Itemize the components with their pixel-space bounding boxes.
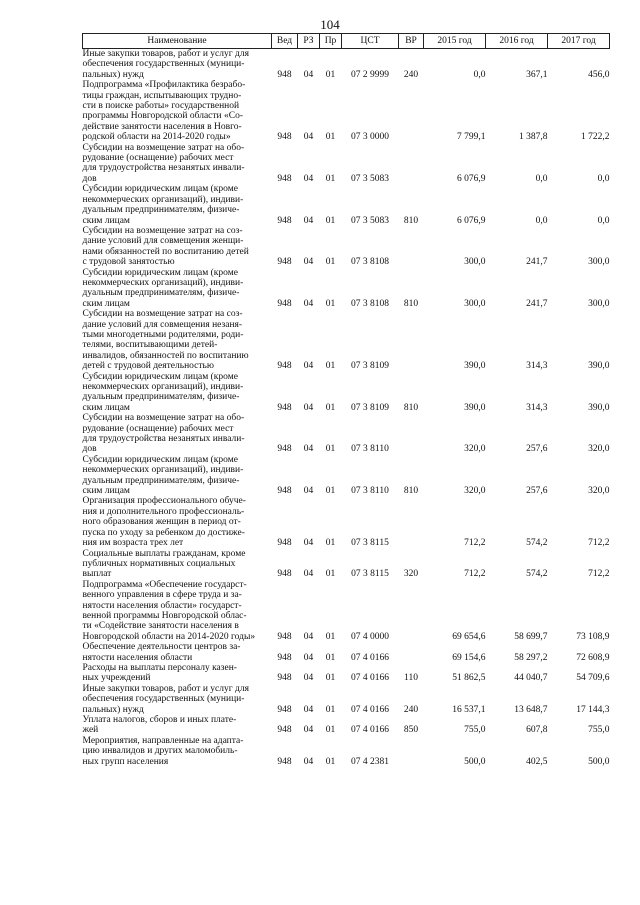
item-name-line: Мероприятия, направленные на адапта- — [82, 735, 244, 746]
cst-cell: 07 3 8110 — [351, 444, 389, 455]
item-name-line: ных групп населения — [82, 756, 169, 767]
ved-cell: 948 — [277, 69, 292, 80]
amount-2016-cell: 402,5 — [526, 756, 548, 767]
cst-cell: 07 2 9999 — [351, 69, 389, 80]
item-name-line: ским лицам — [82, 486, 130, 497]
item-name-line: инвалидов, обязанностей по воспитанию — [82, 350, 249, 361]
budget-table — [82, 33, 610, 767]
cst-cell: 07 4 0000 — [351, 631, 389, 642]
amount-2015-cell: 7 799,1 — [457, 132, 486, 143]
ved-cell: 948 — [277, 725, 292, 736]
ved-cell: 948 — [277, 631, 292, 642]
table-row — [83, 143, 610, 185]
amount-2015-cell: 320,0 — [464, 486, 486, 497]
item-name-line: дов — [82, 444, 97, 455]
ved-cell: 948 — [277, 673, 292, 684]
amount-2015-cell: 6 076,9 — [457, 173, 486, 184]
table-row — [83, 736, 610, 767]
amount-2016-cell: 58 699,7 — [514, 631, 548, 642]
item-name-line: венной программы Новгородской облас- — [82, 610, 247, 621]
item-name-line: выплат — [82, 569, 112, 580]
item-name-line: детей с трудовой деятельностью — [82, 361, 214, 372]
amount-2015-cell: 69 154,6 — [452, 652, 486, 663]
cst-cell: 07 4 0166 — [351, 704, 389, 715]
pr-cell: 01 — [325, 673, 336, 684]
item-name-line: дуальным предпринимателям, физиче- — [82, 475, 240, 486]
item-name-line: телями, воспитывающими детей- — [82, 340, 218, 351]
rz-cell: 04 — [303, 444, 314, 455]
item-name-line: дуальным предпринимателям, физиче- — [82, 205, 240, 216]
amount-2016-cell: 574,2 — [526, 569, 548, 580]
header-pr: Пр — [320, 34, 342, 49]
ved-cell: 948 — [277, 538, 292, 549]
amount-2016-cell: 257,6 — [526, 486, 548, 497]
item-name-line: Иные закупки товаров, работ и услуг для — [82, 49, 249, 59]
item-name-cell — [83, 549, 272, 580]
item-name-line: ния им возраста трех лет — [82, 538, 184, 549]
amount-2017-cell: 54 709,6 — [576, 673, 610, 684]
rz-cell: 04 — [303, 569, 314, 580]
table-row — [83, 684, 610, 715]
item-name-line: пальных) нужд — [82, 704, 144, 715]
cst-cell: 07 4 0166 — [351, 652, 389, 663]
header-rz: РЗ — [298, 34, 320, 49]
pr-cell: 01 — [325, 444, 336, 455]
rz-cell: 04 — [303, 361, 314, 372]
amount-2015-cell: 390,0 — [464, 402, 486, 413]
rz-cell: 04 — [303, 132, 314, 143]
table-row — [83, 663, 610, 684]
amount-2017-cell: 712,2 — [588, 538, 610, 549]
amount-2016-cell: 1 387,8 — [519, 132, 548, 143]
amount-2017-cell: 320,0 — [588, 486, 610, 497]
item-name-line: жей — [82, 725, 99, 736]
item-name-cell — [83, 49, 272, 81]
amount-2017-cell: 0,0 — [597, 215, 610, 226]
amount-2015-cell: 6 076,9 — [457, 215, 486, 226]
item-name-line: Расходы на выплаты персоналу казен- — [82, 662, 237, 673]
item-name-line: пальных) нужд — [82, 69, 144, 80]
header-2016: 2016 год — [486, 34, 548, 49]
item-name-line: сти в поиске работы» государственной — [82, 101, 240, 112]
ved-cell: 948 — [277, 257, 292, 268]
rz-cell: 04 — [303, 298, 314, 309]
cst-cell: 07 4 0166 — [351, 725, 389, 736]
item-name-cell — [83, 663, 272, 684]
amount-2017-cell: 72 608,9 — [576, 652, 610, 663]
item-name-line: публичных нормативных социальных — [82, 558, 236, 569]
item-name-line: рудование (оснащение) рабочих мест — [82, 153, 234, 164]
table-row — [83, 413, 610, 455]
item-name-line: Субсидии юридическим лицам (кроме — [82, 267, 238, 278]
ved-cell: 948 — [277, 444, 292, 455]
item-name-cell — [83, 309, 272, 371]
rz-cell: 04 — [303, 704, 314, 715]
item-name-line: тицы граждан, испытывающих трудно- — [82, 90, 242, 101]
amount-2015-cell: 300,0 — [464, 298, 486, 309]
pr-cell: 01 — [325, 402, 336, 413]
item-name-line: обеспечения государственных (муници- — [82, 59, 245, 70]
header-2017: 2017 год — [548, 34, 610, 49]
item-name-line: с трудовой занятостью — [82, 257, 175, 268]
pr-cell: 01 — [325, 486, 336, 497]
item-name-line: для трудоустройства незанятых инвали- — [82, 163, 245, 174]
cst-cell: 07 4 0166 — [351, 673, 389, 684]
ved-cell: 948 — [277, 402, 292, 413]
item-name-line: ским лицам — [82, 298, 130, 309]
item-name-line: Подпрограмма «Профилактика безрабо- — [82, 80, 246, 91]
table-row — [83, 309, 610, 371]
table-row — [83, 549, 610, 580]
header-vr: ВР — [399, 34, 424, 49]
rz-cell: 04 — [303, 486, 314, 497]
pr-cell: 01 — [325, 257, 336, 268]
amount-2015-cell: 712,2 — [464, 569, 486, 580]
item-name-line: ных учреждений — [82, 673, 151, 684]
amount-2017-cell: 456,0 — [588, 69, 610, 80]
cst-cell: 07 3 8109 — [351, 361, 389, 372]
item-name-line: Субсидии юридическим лицам (кроме — [82, 454, 238, 465]
pr-cell: 01 — [325, 69, 336, 80]
item-name-line: Иные закупки товаров, работ и услуг для — [82, 683, 249, 694]
table-row — [83, 80, 610, 142]
pr-cell: 01 — [325, 173, 336, 184]
item-name-line: некоммерческих организаций), индиви- — [82, 277, 244, 288]
cst-cell: 07 3 8115 — [351, 569, 389, 580]
item-name-cell — [83, 715, 272, 736]
amount-2017-cell: 300,0 — [588, 257, 610, 268]
item-name-line: дание условий для совмещения незаня- — [82, 319, 243, 330]
item-name-line: некоммерческих организаций), индиви- — [82, 382, 244, 392]
vr-cell: 810 — [403, 486, 419, 497]
item-name-cell — [83, 496, 272, 548]
item-name-line: Организация профессионального обуче- — [82, 496, 246, 507]
item-name-line: ти «Содействие занятости населения в — [82, 621, 239, 632]
amount-2016-cell: 314,3 — [526, 402, 548, 413]
item-name-line: рудование (оснащение) рабочих мест — [82, 423, 234, 434]
table-row — [83, 496, 610, 548]
amount-2016-cell: 0,0 — [535, 215, 548, 226]
rz-cell: 04 — [303, 756, 314, 767]
amount-2016-cell: 13 648,7 — [514, 704, 548, 715]
amount-2015-cell: 390,0 — [464, 361, 486, 372]
amount-2016-cell: 44 040,7 — [514, 673, 548, 684]
rz-cell: 04 — [303, 69, 314, 80]
pr-cell: 01 — [325, 361, 336, 372]
ved-cell: 948 — [277, 486, 292, 497]
item-name-line: родской области на 2014-2020 годы» — [82, 132, 231, 143]
rz-cell: 04 — [303, 257, 314, 268]
amount-2017-cell: 712,2 — [588, 569, 610, 580]
cst-cell: 07 3 8110 — [351, 486, 389, 497]
amount-2015-cell: 320,0 — [464, 444, 486, 455]
amount-2017-cell: 1 722,2 — [581, 132, 610, 143]
amount-2015-cell: 300,0 — [464, 257, 486, 268]
pr-cell: 01 — [325, 631, 336, 642]
vr-cell — [399, 309, 424, 371]
item-name-cell — [83, 580, 272, 642]
pr-cell: 01 — [325, 725, 336, 736]
rz-cell: 04 — [303, 725, 314, 736]
table-row — [83, 268, 610, 310]
item-name-cell — [83, 184, 272, 226]
item-name-line: Субсидии на возмещение затрат на соз- — [82, 225, 243, 236]
ved-cell: 948 — [277, 361, 292, 372]
amount-2017-cell: 300,0 — [588, 298, 610, 309]
vr-cell — [399, 413, 424, 455]
item-name-line: Подпрограмма «Обеспечение государст- — [82, 579, 247, 590]
ved-cell: 948 — [277, 704, 292, 715]
amount-2016-cell: 607,8 — [526, 725, 548, 736]
pr-cell: 01 — [325, 756, 336, 767]
amount-2017-cell: 0,0 — [597, 173, 610, 184]
amount-2015-cell: 0,0 — [473, 69, 486, 80]
ved-cell: 948 — [277, 132, 292, 143]
item-name-line: Уплата налогов, сборов и иных плате- — [82, 715, 237, 725]
item-name-line: Субсидии юридическим лицам (кроме — [82, 371, 238, 382]
ved-cell: 948 — [277, 756, 292, 767]
item-name-line: ного образования женщин в период от- — [82, 517, 241, 528]
pr-cell: 01 — [325, 652, 336, 663]
vr-cell: 810 — [403, 298, 419, 309]
vr-cell — [399, 736, 424, 767]
item-name-line: действие занятости населения в Новго- — [82, 121, 242, 132]
pr-cell: 01 — [325, 132, 336, 143]
item-name-line: дов — [82, 173, 97, 184]
table-row — [83, 184, 610, 226]
item-name-line: Обеспечение деятельности центров за- — [82, 642, 241, 653]
vr-cell — [399, 226, 424, 268]
item-name-cell — [83, 455, 272, 497]
item-name-line: Субсидии на возмещение затрат на соз- — [82, 309, 243, 320]
item-name-line: дуальным предпринимателям, физиче- — [82, 288, 240, 299]
item-name-line: некоммерческих организаций), индиви- — [82, 194, 244, 205]
vr-cell: 810 — [403, 215, 419, 226]
ved-cell: 948 — [277, 569, 292, 580]
item-name-line: дание условий для совмещения женщи- — [82, 236, 244, 247]
amount-2016-cell: 0,0 — [535, 173, 548, 184]
item-name-line: для трудоустройства незанятых инвали- — [82, 434, 245, 445]
item-name-cell — [83, 226, 272, 268]
ved-cell: 948 — [277, 215, 292, 226]
table-row — [83, 715, 610, 736]
vr-cell: 810 — [403, 402, 419, 413]
vr-cell: 110 — [404, 673, 418, 684]
rz-cell: 04 — [303, 673, 314, 684]
vr-cell — [399, 80, 424, 142]
cst-cell: 07 3 8108 — [351, 298, 389, 309]
rz-cell: 04 — [303, 402, 314, 413]
amount-2015-cell: 712,2 — [464, 538, 486, 549]
cst-cell: 07 3 5083 — [351, 215, 389, 226]
item-name-line: пуска по уходу за ребенком до достиже- — [82, 527, 245, 538]
table-row — [83, 49, 610, 81]
item-name-line: некоммерческих организаций), индиви- — [82, 465, 244, 476]
amount-2017-cell: 320,0 — [588, 444, 610, 455]
amount-2016-cell: 314,3 — [526, 361, 548, 372]
item-name-line: венного управления в сфере труда и за- — [82, 590, 242, 601]
cst-cell: 07 3 0000 — [351, 132, 389, 143]
rz-cell: 04 — [303, 652, 314, 663]
item-name-line: Субсидии на возмещение затрат на обо- — [82, 413, 245, 424]
pr-cell: 01 — [325, 704, 336, 715]
item-name-cell — [83, 268, 272, 310]
ved-cell: 948 — [277, 298, 292, 309]
vr-cell: 240 — [403, 704, 419, 715]
item-name-line: нятости населения области — [82, 652, 193, 663]
cst-cell: 07 3 8109 — [351, 402, 389, 413]
item-name-line: нятости населения области» государст- — [82, 600, 242, 611]
table-row — [83, 580, 610, 642]
amount-2015-cell: 69 654,6 — [452, 631, 486, 642]
item-name-cell — [83, 372, 272, 414]
ved-cell: 948 — [277, 652, 292, 663]
amount-2015-cell: 51 862,5 — [452, 673, 486, 684]
table-row — [83, 226, 610, 268]
table-body — [83, 49, 610, 768]
amount-2015-cell: 500,0 — [464, 756, 486, 767]
header-name: Наименование — [83, 34, 272, 49]
item-name-line: ским лицам — [82, 402, 130, 413]
item-name-line: тыми многодетными родителями, роди- — [82, 329, 244, 340]
rz-cell: 04 — [303, 215, 314, 226]
cst-cell: 07 3 5083 — [351, 173, 389, 184]
cst-cell: 07 4 2381 — [351, 756, 389, 767]
item-name-line: нами обязанностей по воспитанию детей — [82, 246, 249, 257]
amount-2016-cell: 257,6 — [526, 444, 548, 455]
amount-2017-cell: 17 144,3 — [576, 704, 610, 715]
item-name-line: Новгородской области на 2014-2020 годы» — [82, 631, 256, 642]
ved-cell: 948 — [277, 173, 292, 184]
item-name-line: ния и дополнительного профессиональ- — [82, 506, 245, 517]
amount-2016-cell: 241,7 — [526, 257, 548, 268]
header-2015: 2015 год — [424, 34, 486, 49]
amount-2017-cell: 755,0 — [588, 725, 610, 736]
amount-2017-cell: 390,0 — [588, 361, 610, 372]
vr-cell — [399, 143, 424, 185]
cst-cell: 07 3 8115 — [351, 538, 389, 549]
table-row — [83, 455, 610, 497]
amount-2017-cell: 390,0 — [588, 402, 610, 413]
rz-cell: 04 — [303, 538, 314, 549]
item-name-cell — [83, 80, 272, 142]
amount-2016-cell: 574,2 — [526, 538, 548, 549]
pr-cell: 01 — [325, 569, 336, 580]
page-number: 104 — [320, 17, 340, 32]
vr-cell: 850 — [403, 725, 419, 736]
table-row — [83, 642, 610, 663]
pr-cell: 01 — [325, 298, 336, 309]
pr-cell: 01 — [325, 215, 336, 226]
amount-2017-cell: 73 108,9 — [576, 631, 610, 642]
item-name-cell — [83, 413, 272, 455]
vr-cell — [399, 642, 424, 663]
vr-cell — [399, 496, 424, 548]
rz-cell: 04 — [303, 631, 314, 642]
item-name-line: цию инвалидов и других маломобиль- — [82, 746, 238, 757]
item-name-cell — [83, 684, 272, 715]
amount-2017-cell: 500,0 — [588, 756, 610, 767]
amount-2016-cell: 241,7 — [526, 298, 548, 309]
item-name-line: обеспечения государственных (муници- — [82, 694, 245, 705]
item-name-line: Субсидии юридическим лицам (кроме — [82, 184, 238, 195]
item-name-cell — [83, 143, 272, 185]
item-name-line: дуальным предпринимателям, физиче- — [82, 392, 240, 403]
table-row — [83, 372, 610, 414]
cst-cell: 07 3 8108 — [351, 257, 389, 268]
header-ved: Вед — [272, 34, 298, 49]
vr-cell: 320 — [403, 569, 419, 580]
item-name-line: ским лицам — [82, 215, 130, 226]
item-name-cell — [83, 642, 272, 663]
item-name-cell — [83, 736, 272, 767]
rz-cell: 04 — [303, 173, 314, 184]
header-cst: ЦСТ — [342, 34, 399, 49]
amount-2015-cell: 755,0 — [464, 725, 486, 736]
vr-cell: 240 — [403, 69, 419, 80]
item-name-line: программы Новгородской области «Со- — [82, 111, 243, 122]
vr-cell — [399, 580, 424, 642]
table-header-row — [83, 34, 610, 49]
item-name-line: Социальные выплаты гражданам, кроме — [82, 548, 246, 559]
amount-2015-cell: 16 537,1 — [452, 704, 486, 715]
pr-cell: 01 — [325, 538, 336, 549]
amount-2016-cell: 58 297,2 — [514, 652, 548, 663]
amount-2016-cell: 367,1 — [526, 69, 548, 80]
item-name-line: Субсидии на возмещение затрат на обо- — [82, 142, 245, 153]
